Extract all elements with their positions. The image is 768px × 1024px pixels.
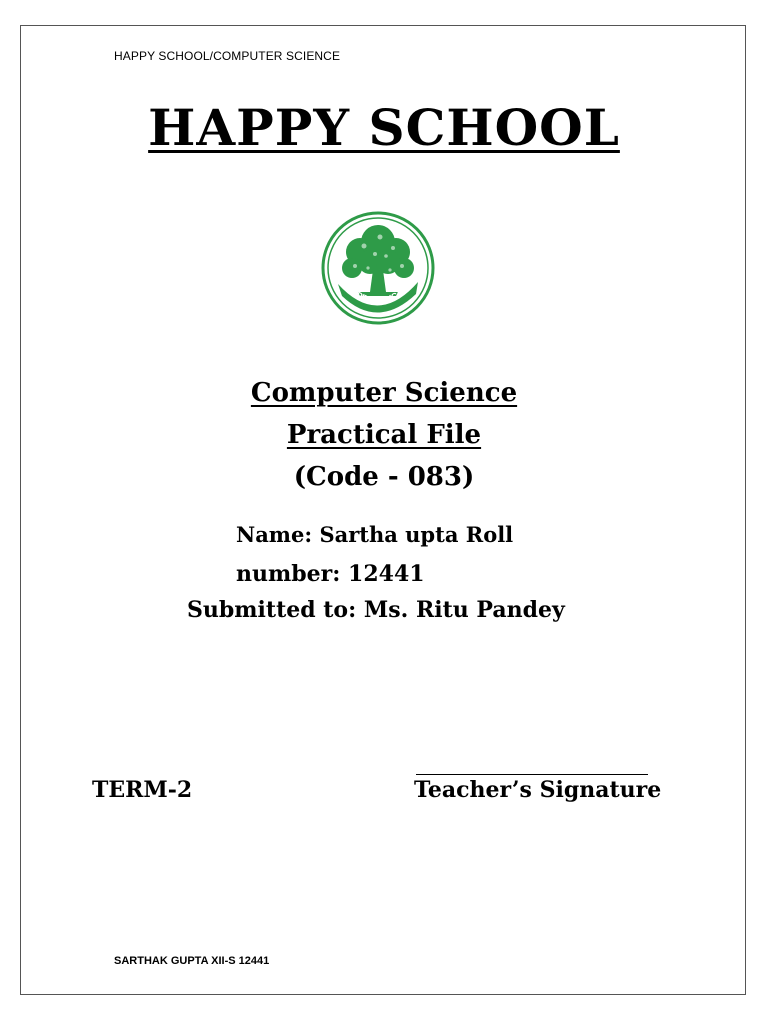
- student-name: Name: Sartha upta Roll: [236, 522, 514, 547]
- running-header: HAPPY SCHOOL/COMPUTER SCIENCE: [114, 49, 341, 63]
- signature-line: [416, 774, 648, 775]
- signature-label: Teacher’s Signature: [414, 777, 662, 803]
- running-footer: SARTHAK GUPTA XII-S 12441: [114, 955, 270, 967]
- subject-code: (Code - 083): [293, 462, 475, 492]
- submitted-to: Submitted to: Ms. Ritu Pandey: [187, 597, 565, 623]
- school-title: HAPPY SCHOOL: [148, 98, 620, 157]
- tree-emblem-icon: [320, 210, 436, 326]
- roll-number: number: 12441: [236, 561, 425, 587]
- subject-line-1: Computer Science: [250, 378, 518, 408]
- svg-text:HAPPY EDUCATION: HAPPY EDUCATIO: [343, 278, 417, 306]
- term-label: TERM-2: [92, 777, 193, 803]
- page-border: [20, 25, 746, 995]
- subject-block: [0, 372, 768, 498]
- subject-line-2: Practical File: [286, 420, 482, 450]
